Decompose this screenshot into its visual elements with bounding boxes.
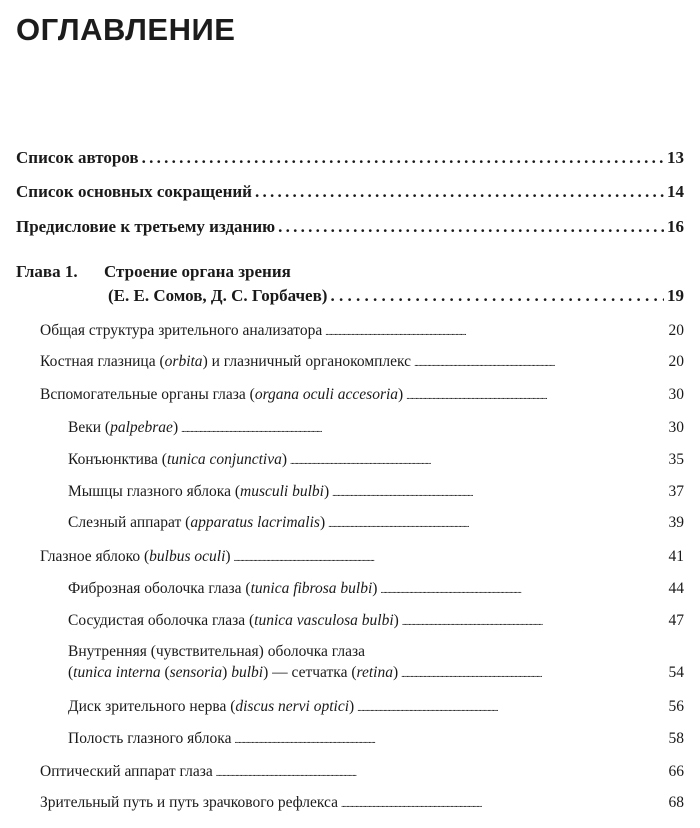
dot-leader — [325, 327, 665, 337]
toc-entry-label: Оптический аппарат глаза — [40, 763, 213, 780]
toc-entry-label: Список основных сокращений — [16, 182, 252, 201]
toc-entry-label: Фиброзная оболочка глаза (tunica fibrosa bulbi) — [68, 580, 378, 597]
toc-page-number: 13 — [667, 148, 684, 167]
toc-entry[interactable] — [68, 451, 684, 469]
toc-entry-label: Мышцы глазного яблока (musculi bulbi) — [68, 483, 330, 500]
chapter-heading[interactable] — [16, 262, 291, 282]
toc-entry-label: Слезный аппарат (apparatus lacrimalis) — [68, 514, 326, 531]
dot-leader — [341, 799, 665, 809]
toc-entry[interactable] — [40, 353, 684, 371]
toc-page-number: 41 — [668, 548, 684, 565]
dot-leader — [357, 703, 665, 713]
toc-page-number: 14 — [667, 182, 684, 201]
toc-page-number: 68 — [668, 794, 684, 811]
toc-entry-label: Костная глазница (orbita) и глазничный органокомплекс — [40, 353, 412, 370]
toc-entry[interactable] — [68, 580, 684, 598]
toc-entry-label: Список авторов — [16, 148, 139, 167]
toc-entry-label: Сосудистая оболочка глаза (tunica vasculosa bulbi) — [68, 612, 399, 629]
toc-entry-multiline[interactable] — [68, 643, 684, 682]
toc-entry[interactable] — [68, 612, 684, 630]
dot-leader — [278, 217, 664, 237]
toc-entry[interactable] — [68, 730, 684, 748]
toc-page-number: 37 — [668, 483, 684, 500]
toc-entry[interactable] — [40, 794, 684, 812]
toc-page-number: 54 — [668, 664, 684, 681]
dot-leader — [401, 669, 665, 679]
dot-leader — [380, 585, 665, 595]
toc-page-number: 20 — [668, 353, 684, 370]
toc-page-number: 20 — [668, 322, 684, 339]
toc-entry-label: Веки (palpebrae) — [68, 419, 179, 436]
dot-leader — [414, 358, 665, 368]
chapter-authors-line[interactable] — [108, 286, 684, 306]
dot-leader — [181, 424, 665, 434]
toc-entry[interactable] — [68, 698, 684, 716]
toc-entry-label-line1: Внутренняя (чувствительная) оболочка глаза — [68, 643, 365, 660]
toc-entry-label: Общая структура зрительного анализатора — [40, 322, 323, 339]
toc-entry-label: Глазное яблоко (bulbus oculi) — [40, 548, 231, 565]
toc-page-number: 58 — [668, 730, 684, 747]
toc-page-number: 19 — [667, 286, 684, 305]
dot-leader — [402, 617, 666, 627]
toc-page-number: 35 — [668, 451, 684, 468]
dot-leader — [142, 148, 664, 168]
dot-leader — [330, 286, 664, 306]
toc-entry[interactable] — [40, 322, 684, 340]
toc-page-number: 16 — [667, 217, 684, 236]
chapter-authors: (Е. Е. Сомов, Д. С. Горбачев) — [108, 286, 328, 305]
toc-entry-label: Полость глазного яблока — [68, 730, 232, 747]
toc-entry-label: Вспомогательные органы глаза (organa oculi accesoria) — [40, 386, 404, 403]
toc-page-number: 39 — [668, 514, 684, 531]
dot-leader — [406, 391, 665, 401]
toc-page-number: 44 — [668, 580, 684, 597]
toc-entry-authors[interactable] — [16, 148, 684, 168]
chapter-title: Строение органа зрения — [104, 262, 291, 281]
page-title: ОГЛАВЛЕНИЕ — [16, 12, 236, 47]
toc-entry-line2 — [68, 664, 684, 682]
toc-page-number: 47 — [668, 612, 684, 629]
toc-entry-label: Диск зрительного нерва (discus nervi optici) — [68, 698, 355, 715]
dot-leader — [234, 553, 666, 563]
toc-entry[interactable] — [68, 419, 684, 437]
toc-entry[interactable] — [40, 763, 684, 781]
dot-leader — [255, 182, 664, 202]
toc-page-number: 66 — [668, 763, 684, 780]
toc-page-number: 30 — [668, 386, 684, 403]
chapter-number: Глава 1. — [16, 262, 78, 281]
toc-page-number: 56 — [668, 698, 684, 715]
dot-leader — [234, 735, 665, 745]
toc-entry-label: Предисловие к третьему изданию — [16, 217, 276, 236]
toc-entry[interactable] — [68, 514, 684, 532]
toc-entry-abbreviations[interactable] — [16, 182, 684, 202]
toc-entry-label: (tunica interna (sensoria) bulbi) — сетчатка (retina) — [68, 664, 399, 681]
dot-leader — [328, 519, 665, 529]
toc-entry[interactable] — [40, 386, 684, 404]
dot-leader — [290, 456, 665, 466]
toc-entry[interactable] — [40, 548, 684, 566]
toc-page-number: 30 — [668, 419, 684, 436]
dot-leader — [332, 488, 665, 498]
toc-entry[interactable] — [68, 483, 684, 501]
dot-leader — [216, 768, 666, 778]
toc-entry-label: Конъюнктива (tunica conjunctiva) — [68, 451, 288, 468]
toc-entry-label: Зрительный путь и путь зрачкового рефлекса — [40, 794, 339, 811]
toc-entry-preface[interactable] — [16, 217, 684, 237]
